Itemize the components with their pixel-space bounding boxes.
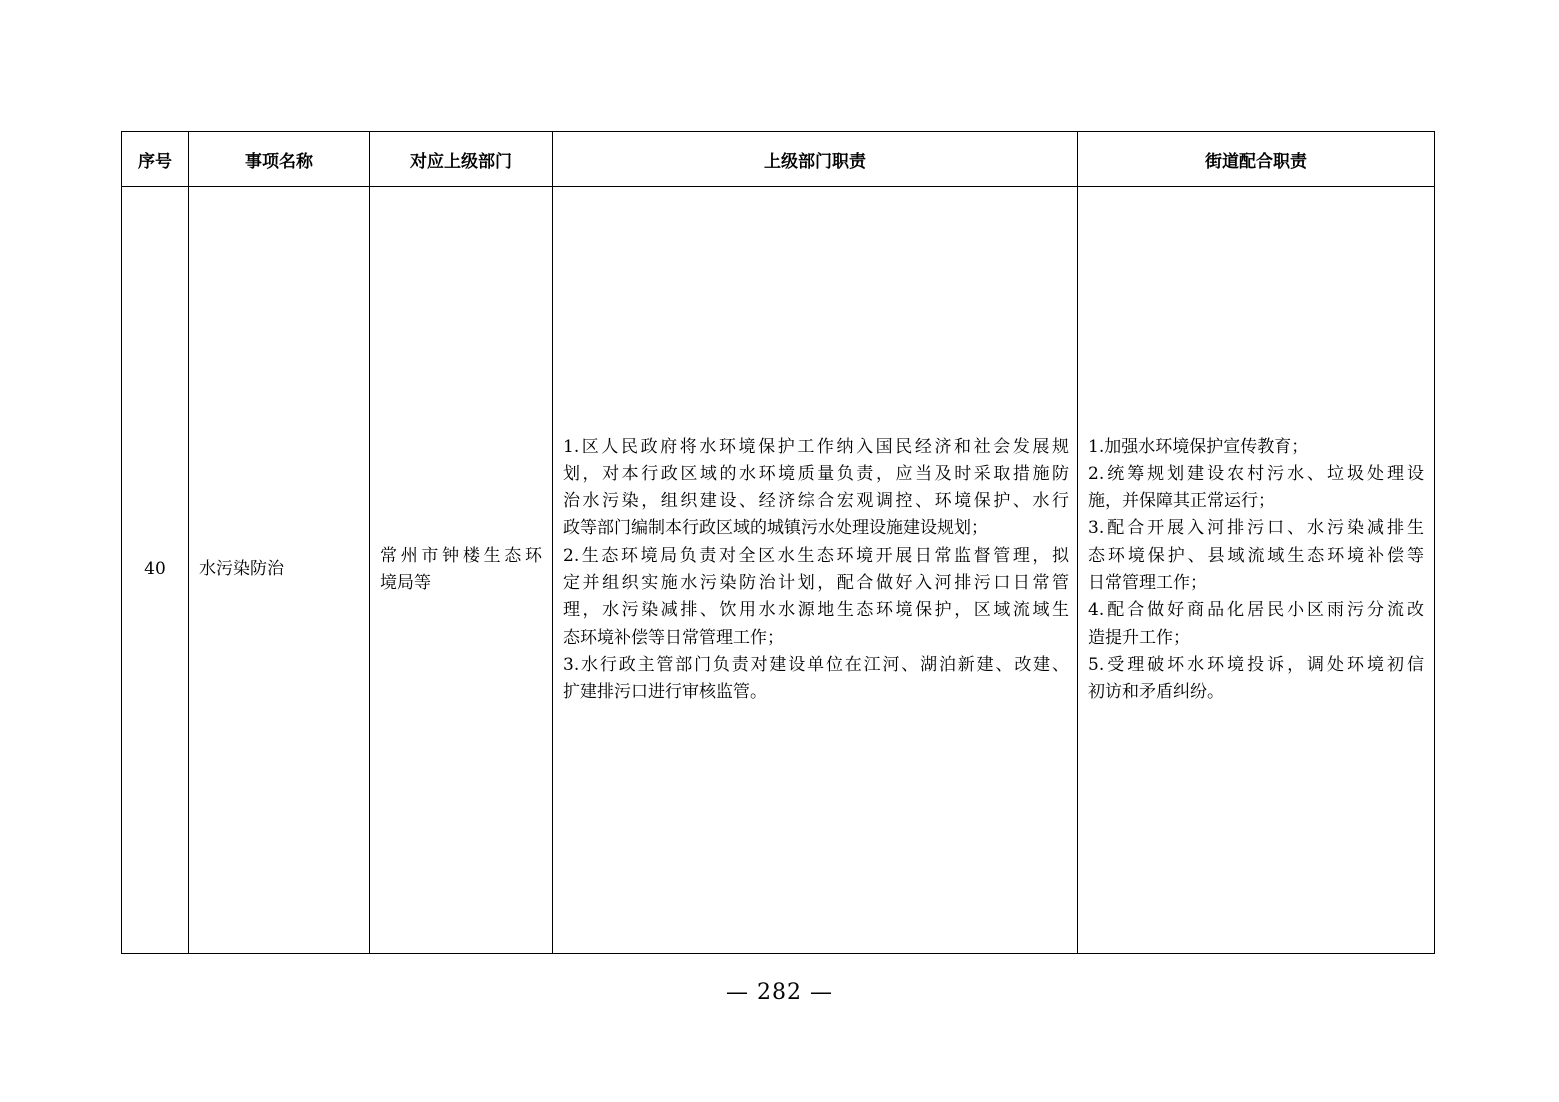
- upper-duty-line: 治水污染，组织建设、经济综合宏观调控、环境保护、水行: [563, 491, 1069, 512]
- upper-duty-line: 态环境补偿等日常管理工作；: [563, 627, 784, 648]
- street-duty-line: 日常管理工作；: [1088, 573, 1207, 593]
- duty-table: [121, 131, 1435, 954]
- street-duty-line: 初访和矛盾纠纷。: [1088, 682, 1224, 703]
- upper-duty-line: 1.区人民政府将水环境保护工作纳入国民经济和社会发展规: [563, 436, 1069, 457]
- street-duty-line: 3.配合开展入河排污口、水污染减排生: [1088, 518, 1424, 539]
- dept-line: 境局等: [380, 573, 431, 593]
- header-street-duties: 街道配合职责: [1078, 132, 1435, 187]
- cell-upper-department: [370, 187, 553, 954]
- upper-duty-line: 划，对本行政区域的水环境质量负责，应当及时采取措施防: [563, 463, 1069, 484]
- street-duty-line: 造提升工作；: [1088, 627, 1190, 648]
- street-duty-line: 2.统筹规划建设农村污水、垃圾处理设: [1088, 463, 1424, 484]
- header-upper-duties: 上级部门职责: [553, 132, 1078, 187]
- street-duty-line: 态环境保护、县域流域生态环境补偿等: [1088, 545, 1424, 566]
- upper-duty-line: 政等部门编制本行政区域的城镇污水处理设施建设规划；: [563, 518, 988, 539]
- table-header-row: [122, 132, 1435, 187]
- street-duty-line: 1.加强水环境保护宣传教育；: [1088, 436, 1309, 457]
- dept-line: 常州市钟楼生态环: [380, 545, 542, 566]
- upper-duty-line: 3.水行政主管部门负责对建设单位在江河、湖泊新建、改建、: [563, 654, 1069, 675]
- cell-serial-number: 40: [122, 187, 189, 954]
- page-number: — 282 —: [726, 980, 833, 1005]
- street-duty-line: 4.配合做好商品化居民小区雨污分流改: [1088, 600, 1424, 621]
- upper-duty-line: 2.生态环境局负责对全区水生态环境开展日常监督管理，拟: [563, 545, 1069, 566]
- header-serial-number: 序号: [122, 132, 189, 187]
- cell-upper-duties: [553, 187, 1078, 954]
- street-duty-line: 5.受理破坏水环境投诉，调处环境初信: [1088, 654, 1424, 675]
- table-row: [122, 187, 1435, 954]
- upper-duty-line: 扩建排污口进行审核监管。: [563, 682, 767, 703]
- cell-street-duties: [1078, 187, 1435, 954]
- cell-item-name: 水污染防治: [189, 187, 370, 954]
- street-duty-line: 施，并保障其正常运行；: [1088, 491, 1275, 512]
- header-item-name: 事项名称: [189, 132, 370, 187]
- upper-duty-line: 理，水污染减排、饮用水水源地生态环境保护，区域流域生: [563, 600, 1069, 621]
- header-upper-department: 对应上级部门: [370, 132, 553, 187]
- upper-duty-line: 定并组织实施水污染防治计划，配合做好入河排污口日常管: [563, 573, 1069, 593]
